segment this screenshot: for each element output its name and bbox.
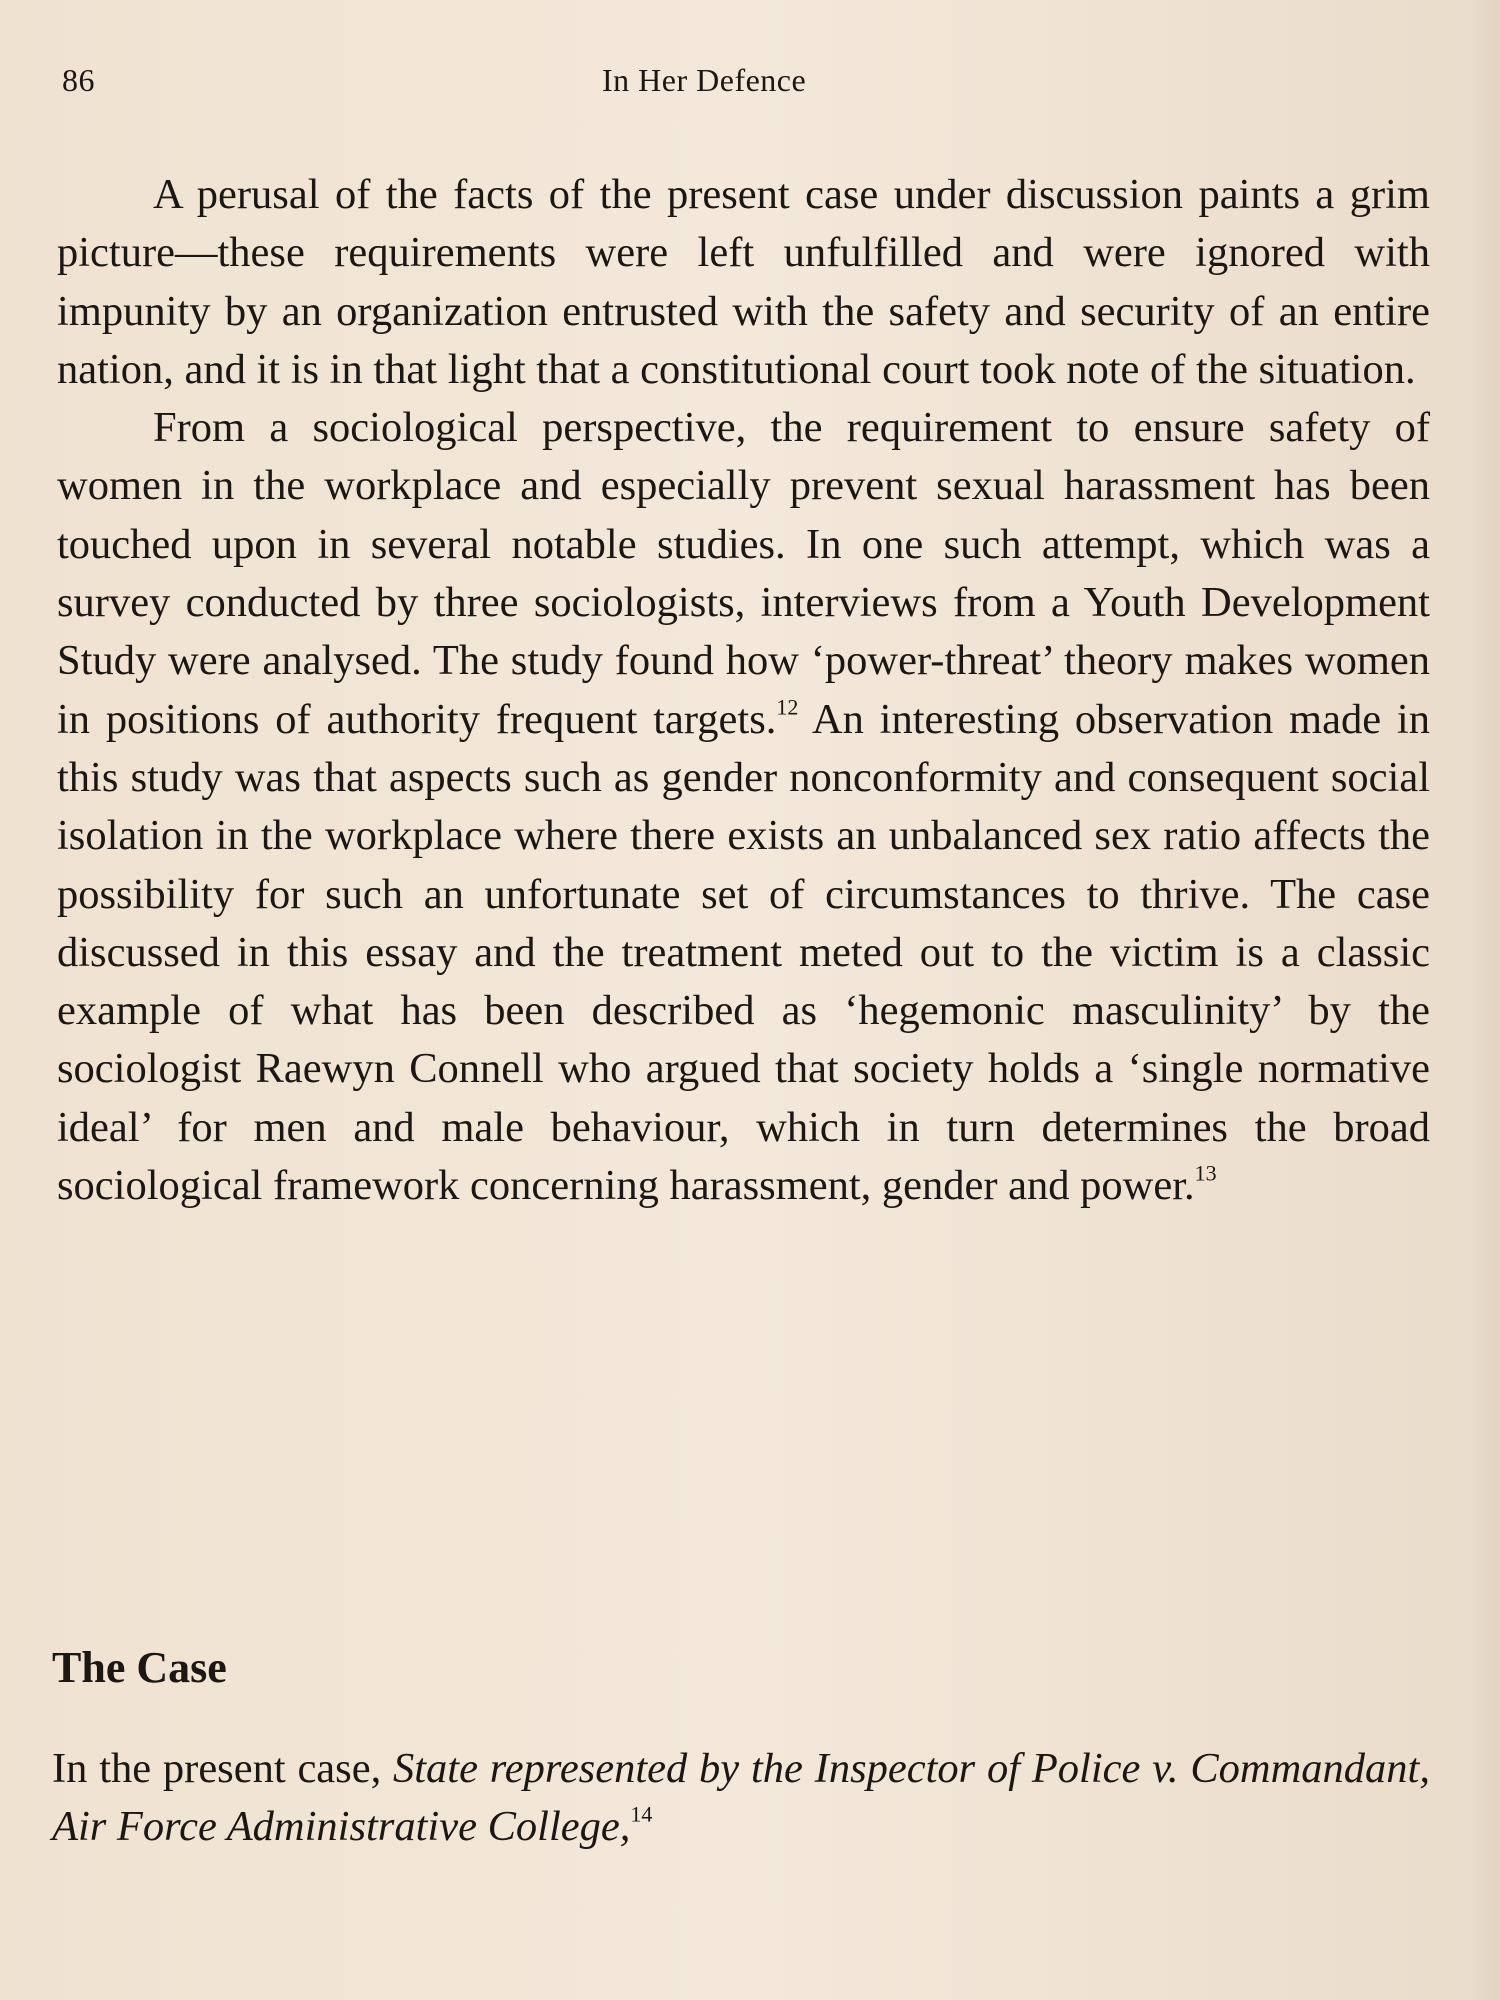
case-paragraph — [52, 1740, 1430, 1857]
paragraph-text: From a sociological perspective, the requirement to ensure safety of women in the workplace and especially prevent sexual harassment has been touched upon in several notable studies. In one such attempt, which was a survey conducted by three sociologists, interviews from a Youth Development Study were analysed. The study found how ‘power-threat’ theory makes women in positions of authority frequent targets. — [57, 404, 1430, 743]
case-title: State represented by the Inspector of Police v. Commandant, Air Force Administrative College, — [52, 1745, 1430, 1851]
running-title: In Her Defence — [602, 62, 807, 98]
body-text — [57, 166, 1430, 1215]
paragraph — [57, 166, 1430, 399]
page-header — [62, 62, 1437, 102]
paragraph-text: A perusal of the facts of the present case under discussion paints a grim picture—these requirements were left unfulfilled and were ignored with impunity by an organization entrusted with the safety and security of an entire nation, and it is in that light that a constitutional court took note of the situation. — [57, 171, 1430, 393]
paragraph-text: An interesting observation made in this study was that aspects such as gender nonconformity and consequent social isolation in the workplace where there exists an unbalanced sex ratio affects the possibility for such an unfortunate set of circumstances to thrive. The case discussed in this essay and the treatment meted out to the victim is a classic example of what has been described as ‘hegemonic masculinity’ by the sociologist Raewyn Connell who argued that society holds a ‘single normative ideal’ for men and male behaviour, which in turn determines the broad sociological framework concerning harassment, gender and power. — [57, 695, 1430, 1210]
page-edge-shadow — [1470, 0, 1500, 2000]
footnote-ref: 12 — [776, 693, 799, 719]
paragraph — [57, 399, 1430, 1215]
page-number: 86 — [62, 62, 95, 98]
footnote-ref: 13 — [1194, 1160, 1217, 1186]
case-intro: In the present case, — [52, 1745, 393, 1792]
footnote-ref: 14 — [630, 1801, 653, 1827]
section-heading: The Case — [52, 1643, 227, 1692]
